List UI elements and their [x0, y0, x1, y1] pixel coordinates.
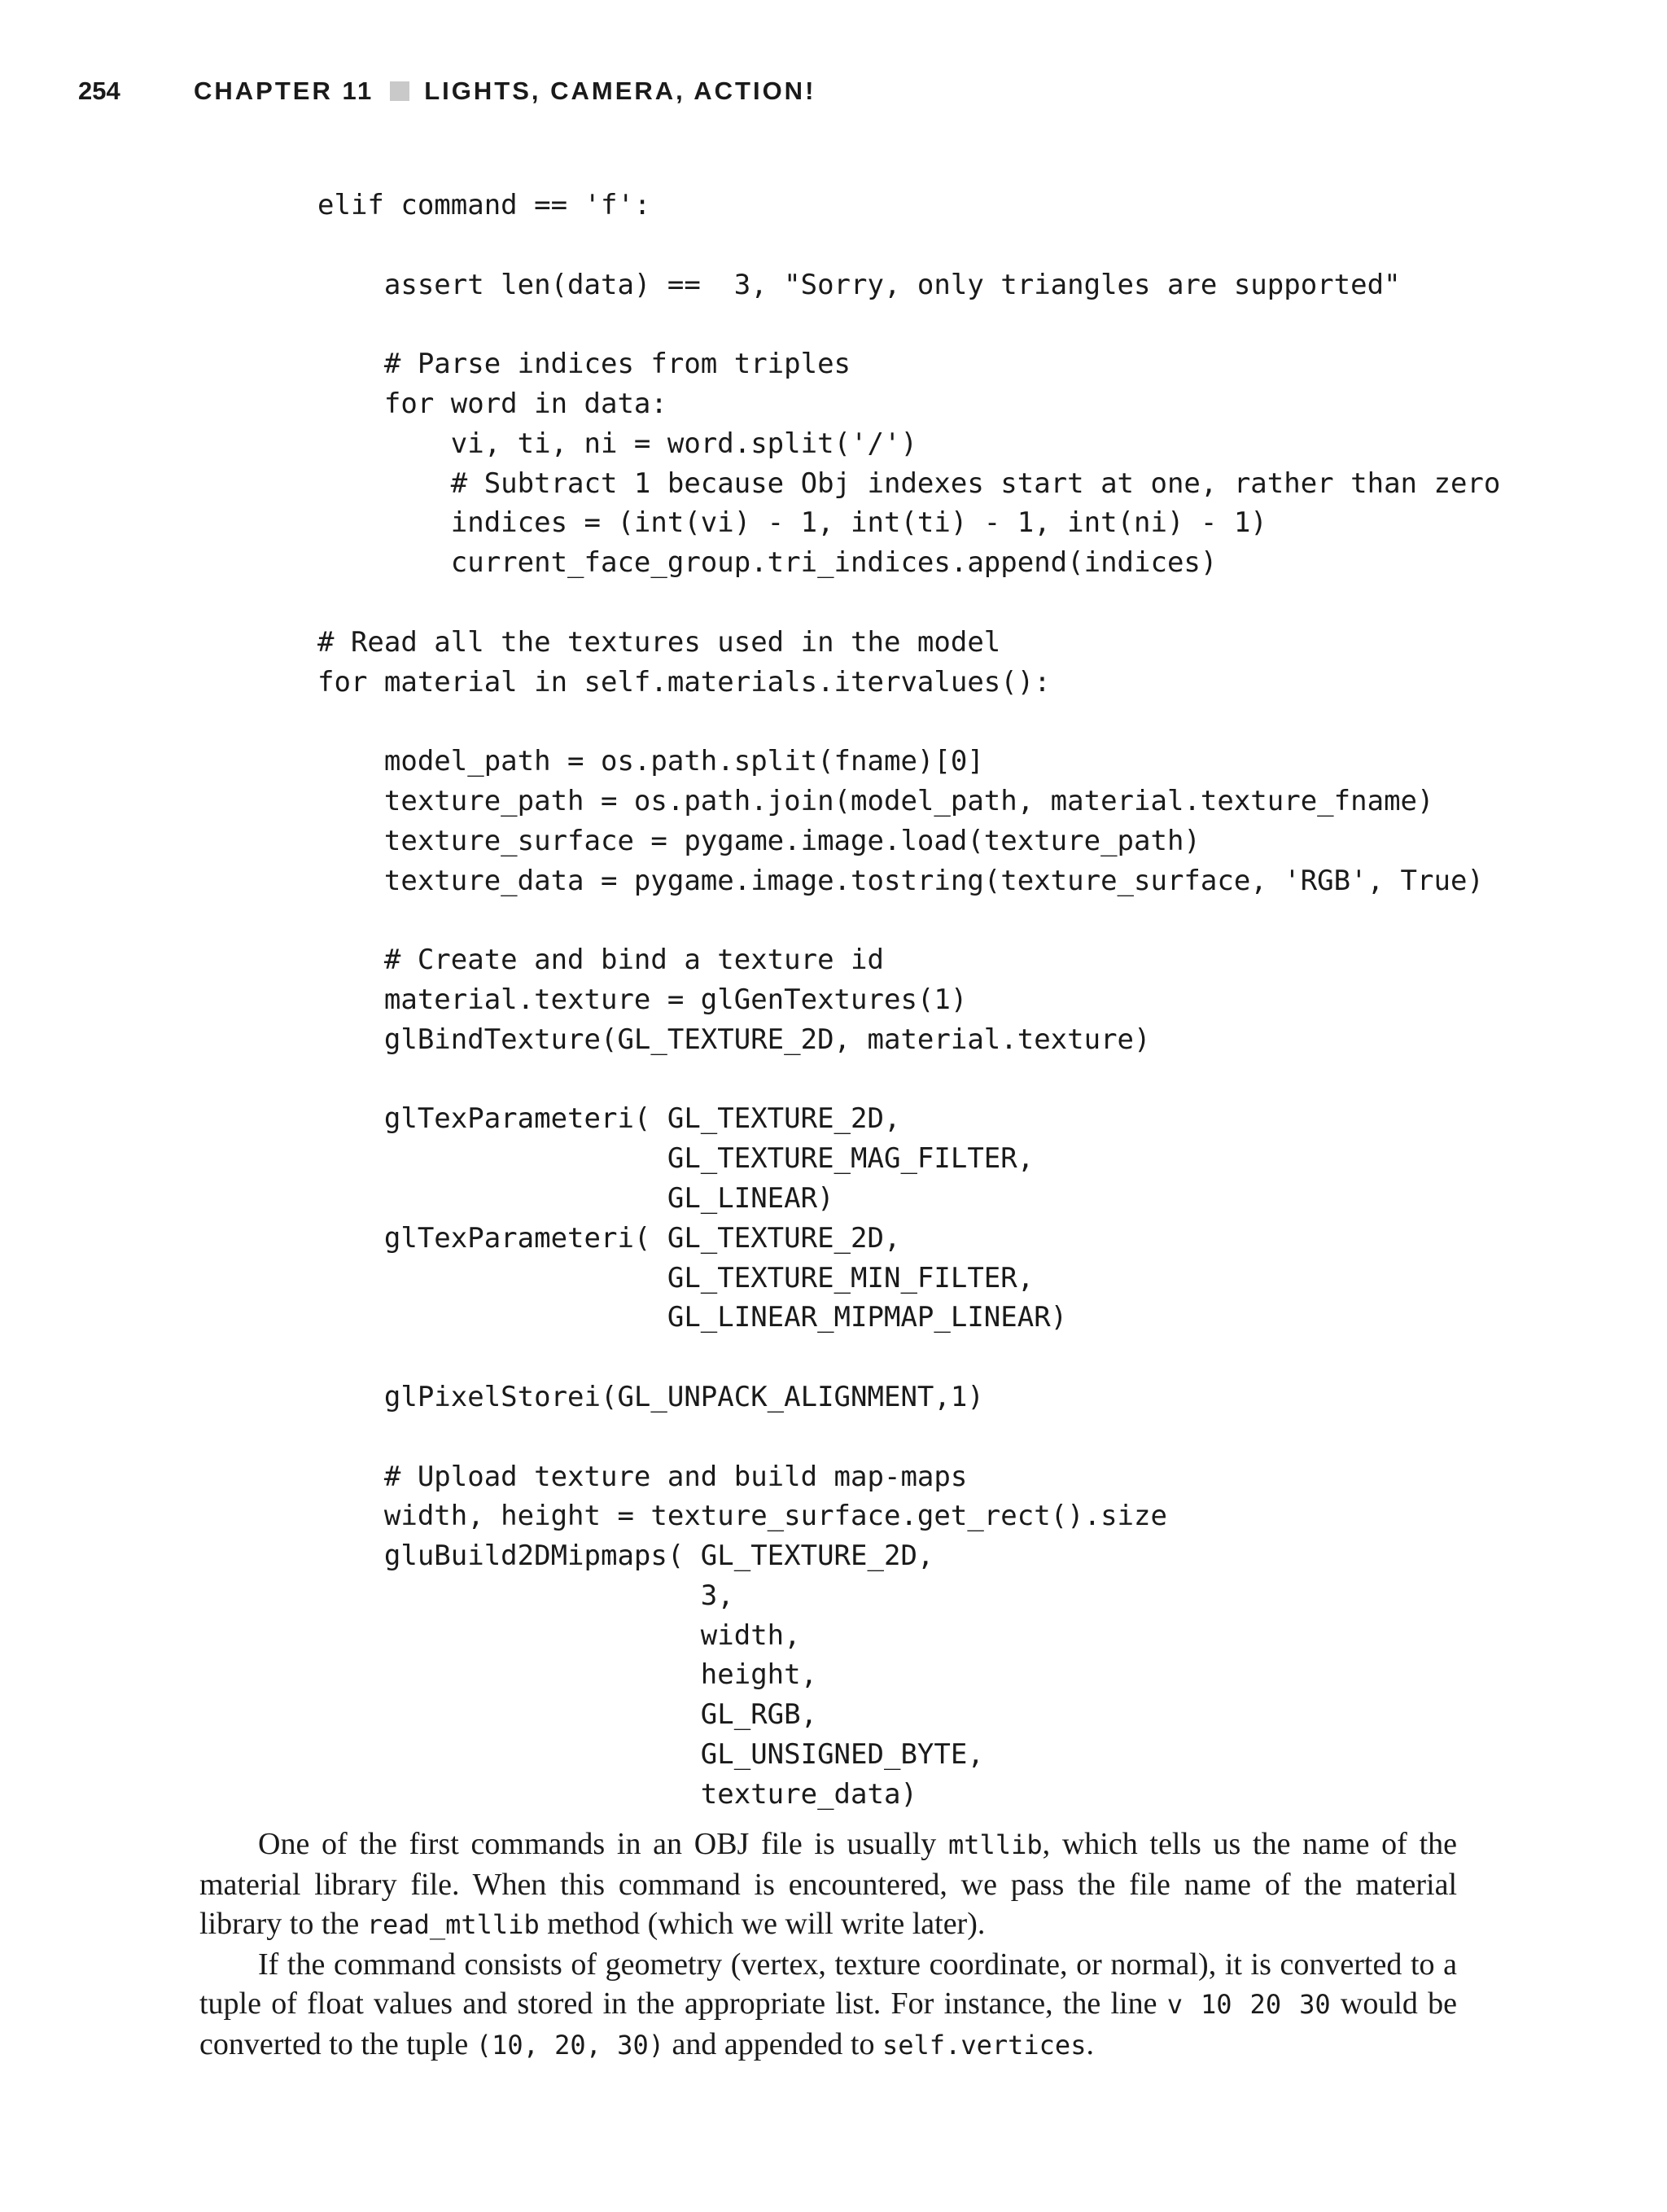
page-number: 254 [78, 77, 120, 105]
code-line: for word in data: [317, 387, 667, 420]
code-line [317, 702, 1620, 742]
paragraph: One of the first commands in an OBJ file is usually mtllib, which tells us the name of the material library file. When this command is encountered, we pass the file name of the material library to the read_mtllib method (which we will write later). [199, 1827, 1457, 1942]
code-line: GL_LINEAR) [317, 1181, 834, 1215]
code-line: GL_UNSIGNED_BYTE, [317, 1738, 984, 1772]
code-line: GL_LINEAR_MIPMAP_LINEAR) [317, 1301, 1068, 1334]
code-line: GL_TEXTURE_MAG_FILTER, [317, 1142, 1035, 1176]
code-line: current_face_group.tri_indices.append(indices) [317, 546, 1218, 580]
inline-code: (10, 20, 30) [475, 2029, 664, 2061]
code-line [317, 226, 1620, 265]
code-line: assert len(data) == 3, "Sorry, only triangles are supported" [317, 268, 1401, 301]
code-line: elif command == 'f': [317, 189, 651, 221]
code-line: # Upload texture and build map-maps [317, 1460, 968, 1493]
header-square-separator [390, 81, 409, 101]
running-header [78, 75, 816, 107]
code-line: texture_surface = pygame.image.load(texture_path) [317, 824, 1201, 857]
code-line: # Subtract 1 because Obj indexes start at one, rather than zero [317, 466, 1501, 500]
code-line: glTexParameteri( GL_TEXTURE_2D, [317, 1102, 901, 1136]
code-line [317, 1060, 1620, 1100]
code-line: texture_data) [317, 1777, 917, 1811]
code-line: vi, ti, ni = word.split('/') [317, 427, 917, 460]
code-line [317, 900, 1620, 940]
paragraph: If the command consists of geometry (vertex, texture coordinate, or normal), it is converted to a tuple of float values and stored in the appropriate list. For instance, the line v 10 20 30 would be converted to the tuple (10, 20, 30) and appended to self.vertices. [199, 1947, 1458, 2061]
inline-code: self.vertices [882, 2029, 1087, 2061]
code-line [317, 304, 1620, 344]
code-line: # Create and bind a texture id [317, 944, 884, 977]
body-text [199, 1824, 1457, 2065]
inline-code: mtllib [948, 1829, 1043, 1860]
code-line: height, [317, 1658, 818, 1692]
inline-code: v 10 20 30 [1166, 1989, 1331, 2021]
code-listing [317, 186, 1620, 1815]
inline-code: read_mtllib [366, 1909, 540, 1941]
code-line: for material in self.materials.itervalues(): [317, 665, 1051, 699]
code-line: material.texture = glGenTextures(1) [317, 983, 968, 1016]
code-line [317, 1417, 1620, 1457]
code-line: texture_data = pygame.image.tostring(texture_surface, 'RGB', True) [317, 864, 1484, 897]
code-line: glBindTexture(GL_TEXTURE_2D, material.texture) [317, 1023, 1151, 1056]
chapter-title: LIGHTS, CAMERA, ACTION! [424, 77, 816, 105]
code-line: glPixelStorei(GL_UNPACK_ALIGNMENT,1) [317, 1380, 984, 1413]
code-line [317, 583, 1620, 623]
code-line: glTexParameteri( GL_TEXTURE_2D, [317, 1221, 901, 1255]
code-line: GL_RGB, [317, 1698, 818, 1732]
code-line [317, 1338, 1620, 1378]
code-line: texture_path = os.path.join(model_path, material.texture_fname) [317, 784, 1434, 817]
code-line: GL_TEXTURE_MIN_FILTER, [317, 1261, 1035, 1294]
code-line: 3, [317, 1579, 734, 1612]
code-line: gluBuild2DMipmaps( GL_TEXTURE_2D, [317, 1540, 934, 1573]
code-line: width, height = texture_surface.get_rect().size [317, 1500, 1167, 1533]
code-line: indices = (int(vi) - 1, int(ti) - 1, int(ni) - 1) [317, 506, 1267, 540]
code-line: # Read all the textures used in the model [317, 625, 1001, 659]
code-line: # Parse indices from triples [317, 348, 851, 381]
code-line: model_path = os.path.split(fname)[0] [317, 745, 984, 778]
chapter-label: CHAPTER 11 [194, 77, 374, 105]
code-line: width, [317, 1618, 801, 1652]
